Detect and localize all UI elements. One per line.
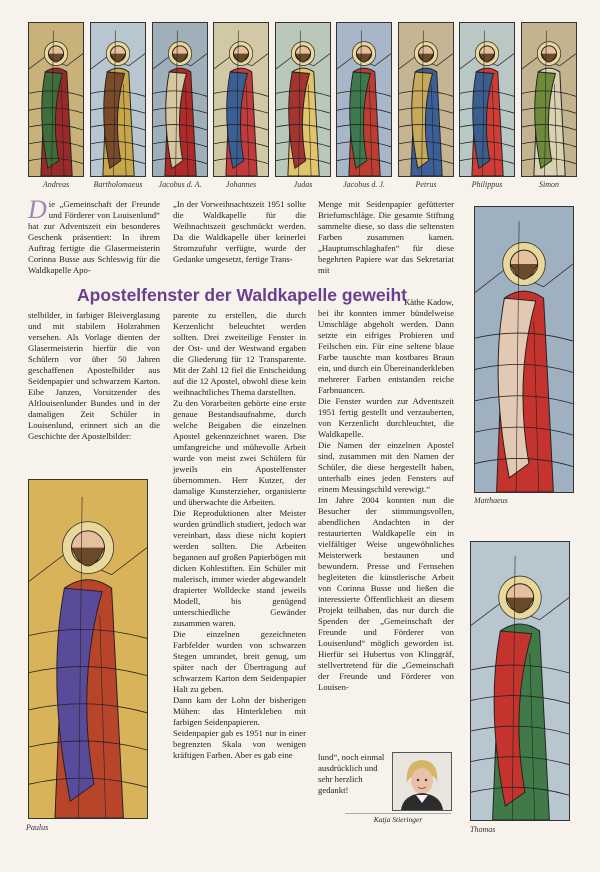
article-column-1-rest [28,310,160,442]
col3-rest-text: bei ihr konnten immer bündelweise Umschläge abgeholt werden. Dann setzte ein eifriges Probieren und Feilschen ein. Für eine seltene blaue Farbe tauschte man kostbares Braun ein, und durch ein Übereinanderkleben mehrerer Farben entstanden reiche Farbnuancen. [318,308,454,395]
col2-rest-text: parente zu erstellen, die durch Kerzenlicht beleuchtet werden sollten. Drei zweiteilige Fenster in der Ost- und der Westwand ergaben die Gliederung für 12 Transparente. Mit der Zahl 12 fiel die Entscheidung auf die 12 Apostel, obwohl diese kein weihnachtliches Thema darstellten. [173,310,306,397]
article-column-2 [173,310,306,761]
apostle-window [213,22,269,177]
apostle-window [152,22,208,177]
article-headline: Apostelfenster der Waldkapelle geweiht [74,285,410,306]
col3-paragraph-4: Im Jahre 2004 konnten nun die Besucher der stimmungsvollen, abendlichen Andachten in der restaurierten Waldkapelle ein in vielfältiger Weise ungewöhnliches Meisterwerk bestaunen und bewundern. Presse und Fernsehen begleiteten die künstlerische Arbeit von Corinna Busse und ließen die interessierte Öffentlichkeit an diesem Projekt teilhaben, das nur durch die Spenden der „Gemeinschaft der Freunde und Förderer von Louisenlund“ möglich geworden ist. Hierfür sei Hubertus von Klinggräf, stellvertretend für die „Gemeinschaft der Freunde und Förderer von Louisen- [318,495,454,692]
apostle-caption: Petrus [415,180,437,189]
caption-matthaeus: Matthaeus [474,496,508,505]
apostle-caption: Judas [293,180,313,189]
apostle-window [398,22,454,177]
col3-end-text: lund“, noch einmal ausdrücklich und sehr herzlich gedankt! [318,752,385,795]
col2-top-text: „In der Vorweihnachtszeit 1951 sollte die Waldkapelle für die Weihnachtszeit geschmückt werden. Da die Waldkapelle über keinerlei Stromzufuhr verfügte, wurde der Gedanke umgesetzt, fertige Trans- [173,199,306,264]
article-column-3-end [318,752,390,796]
caption-thomas: Thomas [470,825,496,834]
col2-paragraph-3: Die Reproduktionen alter Meister wurden gründlich studiert, jedoch war vereinbart, dass diese nicht kopiert werden sollten. Die Arbeiten begannen auf großen Papierbögen mit dicken Kohlestiften. Ein Schüler mit malerisch, immer wieder abgewandelt drapierter Wolldecke stand jeweils Modell, bis genügend unterschiedliche Gewänder zusammen waren. [173,508,306,628]
article-column-3-top [318,199,454,276]
col3-paragraph-2: Die Fenster wurden zur Adventszeit 1951 fertig gestellt und verzauberten, von Kerzenlicht durchleuchtet, die Waldkapelle. [318,396,454,439]
apostle-caption: Jacobus d. A. [158,180,202,189]
col1-top-text: ie „Gemeinschaft der Freunde und Förderer von Louisenlund“ hat zur Adventszeit ein besonderes Geschenk präsentiert: In ihrem Auftrag fertigte die Glasermeisterin Corinna Busse aus Schleswig für die Waldkapelle Apo- [28,199,160,275]
window-matthaeus [474,206,574,493]
apostle-window [275,22,331,177]
window-paulus [28,479,148,819]
col3-top-text: Menge mit Seidenpapier gefütterter Briefumschläge. Die gesamte Stiftung sammelte diese, so dass die seltensten Farben zusammen kamen. „Hauptumschlaghafen“ für diese begehrten Papiere war das Sekretariat mit [318,199,454,275]
author-caption: Katja Stieringer [345,813,451,824]
apostle-window [521,22,577,177]
apostle-caption: Andreas [42,180,70,189]
col3-kathe-text: Käthe Kadow, [404,297,454,307]
apostle-window [28,22,84,177]
apostle-window [90,22,146,177]
apostle-caption: Philippus [471,180,503,189]
apostle-window [336,22,392,177]
apostle-caption: Bartholomaeus [93,180,143,189]
col2-paragraph-5: Dann kam der Lohn der bisherigen Mühen: das Hinterkleben mit farbigen Seidenpapieren. [173,695,306,727]
apostle-window [459,22,515,177]
col1-rest-text: stelbilder, in farbiger Bleiverglasung und mit stabilem Holzrahmen versehen. Als Vorlage dienten der Glasermeisterin hierfür die von Schülern vor über 50 Jahren geschaffenen Apostelbilder aus Seidenpapier und schwarzem Karton. Eibe Janzen, Vorsitzender des Altlouisenlunder Bundes und in der damaligen Zeit Schüler in Louisenlund, erinnert sich an die Geschichte der Apostelbilder: [28,310,160,441]
apostle-caption: Simon [539,180,559,189]
window-thomas [470,541,570,821]
apostle-caption: Johannes [225,180,257,189]
article-column-2-top [173,199,306,265]
col3-paragraph-3: Die Namen der einzelnen Apostel sind, zusammen mit den Namen der Schüler, die diese hergestellt haben, unterhalb eines jeden Fensters auf einem Messingschild verewigt.“ [318,440,454,494]
author-photo [392,752,452,811]
apostle-caption: Jacobus d. J. [343,180,385,189]
col2-paragraph-2: Zu den Vorarbeiten gehörte eine erste genaue Bestandsaufnahme, durch welche Beigaben die einzelnen Apostel gekennzeichnet waren. Die umfangreiche und mühevolle Arbeit wurde von meist zwei Schülern für jeweils ein Apostelfenster übernommen. Herr Kutzer, der damalige Kunsterzieher, organisierte und überwachte die Arbeiten. [173,398,306,507]
drop-cap: D [28,195,47,224]
col2-paragraph-6: Seidenpapier gab es 1951 nur in einer begrenzten Skala von wenigen kräftigen Farben. Aber es gab eine [173,728,306,760]
col2-paragraph-4: Die einzelnen gezeichneten Farbfelder wurden von schwarzen Stegen umrandet, breit genug, um später nach der Übertragung auf schwarzem Karton dem Seidenpapier Halt zu geben. [173,629,306,694]
caption-paulus: Paulus [26,823,49,832]
article-column-1-top [28,195,160,276]
article-column-3 [318,297,454,693]
